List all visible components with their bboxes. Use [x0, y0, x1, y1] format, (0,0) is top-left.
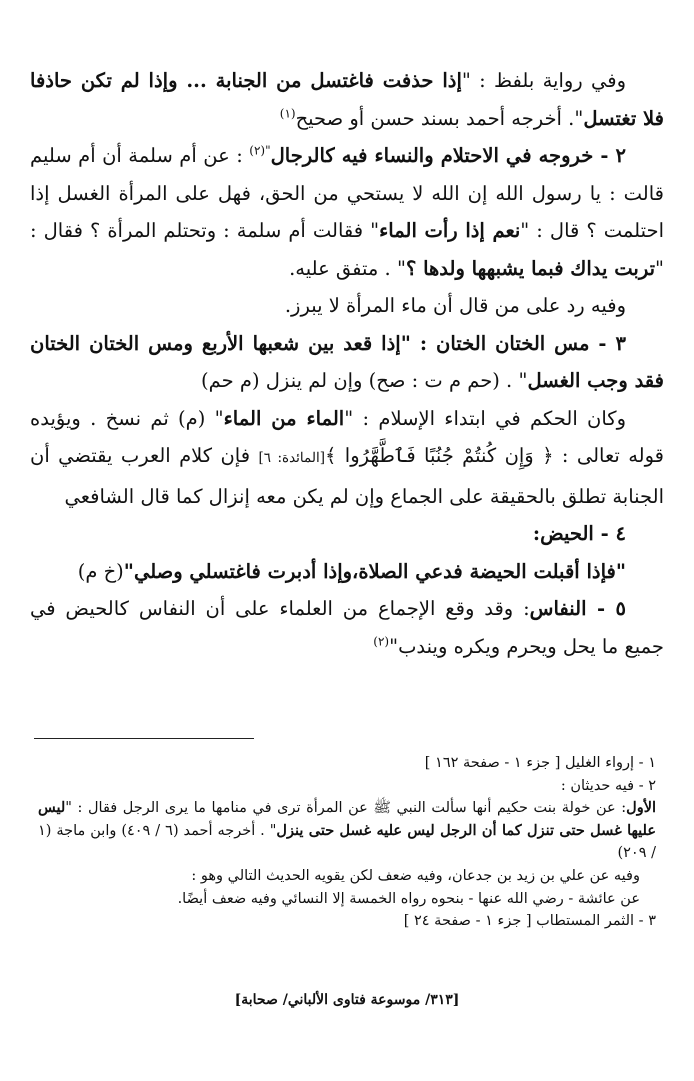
paragraph-refutation: وفيه رد على من قال أن ماء المرأة لا يبرز.: [284, 294, 626, 317]
label: الأول: [626, 799, 656, 817]
text: وكان الحكم في ابتداء الإسلام : ": [344, 406, 627, 430]
section-4-title: [30, 515, 664, 553]
section-3: [30, 325, 664, 400]
text: فإن كلام العرب يقتضي أن الجنابة تطلق بالحقيقة على الجماع وإن لم يكن معه إنزال كما قال الشافعي: [30, 444, 664, 508]
footnote-ref: (٢): [373, 634, 390, 648]
hadith-quote: "فإذا أقبلت الحيضة فدعي الصلاة،وإذا أدبرت فاغتسلي وصلي": [123, 559, 626, 583]
text: ". أخرجه أحمد بسند حسن أو صحيح: [295, 106, 584, 130]
footnote-1: ١ - إرواء الغليل [ جزء ١ - صفحة ١٦٢ ]: [424, 755, 656, 771]
text: : عن أم سلمة أن أم سليم قالت : يا رسول الله إن الله لا يستحي من الحق، فهل على المرأة الغسل إذا احتلمت ؟ قال : ": [30, 144, 664, 242]
text: " . متفق عليه.: [289, 256, 406, 280]
footnote-2-second: عن عائشة - رضي الله عنها - بنحوه رواه الخمسة إلا النسائي وفيه ضعف أيضًا.: [177, 890, 640, 907]
source-ref: (خ م): [77, 559, 124, 583]
footnote-3: ٣ - الثمر المستطاب [ جزء ١ - صفحة ٢٤ ]: [403, 913, 656, 930]
hadith-quote: نعم إذا رأت الماء: [379, 219, 521, 242]
section-4-text: [30, 553, 664, 591]
section-title: ٥ - النفاس: [529, 597, 626, 620]
text: وفي رواية بلفظ : ": [461, 69, 626, 92]
text: : وقد وقع الإجماع من العلماء على أن النفاس كالحيض في جميع ما يحل ويحرم ويكره ويندب": [30, 597, 664, 658]
section-title: ٢ - خروجه في الاحتلام والنساء فيه كالرجال: [270, 144, 627, 167]
footnotes: [38, 752, 656, 933]
footnote-2: ٢ - فيه حديثان :: [560, 777, 656, 794]
page-footer: [٣١٣/ موسوعة فتاوى الألباني/ صحابة]: [234, 992, 460, 1008]
quran-verse: " (م) ثم نسخ . ويؤيده قوله تعالى : ﴿ وَإِن كُنتُمْ جُنُبًا فَٱطَّهَّرُوا ﴾: [30, 406, 664, 467]
hadith-quote: إذا قعد بين شعبها الأربع ومس الختان الختان فقد وجب الغسل: [30, 331, 664, 392]
hadith-quote: الماء من الماء: [223, 406, 345, 430]
hadith-quote: تربت يداك فبما يشبهها ولدها ؟: [405, 256, 656, 280]
footnote-2-note: وفيه عن علي بن زيد بن جدعان، وفيه ضعف لكن يقويه الحديث التالي وهو :: [191, 867, 640, 884]
main-text: [30, 62, 664, 665]
section-5: [30, 590, 664, 665]
text: " فقالت أم سلمة : وتحتلم المرأة ؟ فقال : ": [30, 219, 664, 280]
text: " . أخرجه أحمد (٦ / ٤٠٩) وابن ماجة (١ / ٢٠٩): [38, 822, 656, 862]
text: " . (حم م ت : صح) وإن لم ينزل (م حم): [201, 369, 528, 392]
paragraph-narration: [30, 62, 664, 137]
section-title: ٤ - الحيض:: [532, 522, 626, 545]
footnote-ref: (١): [279, 106, 296, 120]
hadith-quote: إذا حذفت فاغتسل من الجنابة ... وإذا لم تكن حاذفا فلا تغتسل: [30, 69, 664, 130]
hadith-quote: ليس عليها غسل حتى تنزل كما أن الرجل ليس عليه غسل حتى ينزل: [38, 799, 656, 839]
section-2: [30, 137, 664, 287]
text: : عن خولة بنت حكيم أنها سألت النبي ﷺ عن المرأة ترى في منامها ما يرى الرجل فقال : ": [65, 800, 627, 817]
footnote-2-first: [38, 797, 656, 865]
footnote-divider: [34, 738, 254, 739]
section-title: ٣ - مس الختان الختان : ": [400, 331, 626, 355]
paragraph-ruling: [30, 400, 664, 516]
footnote-ref: "(٢): [249, 143, 271, 158]
verse-reference: [المائدة: ٦]: [258, 450, 325, 466]
